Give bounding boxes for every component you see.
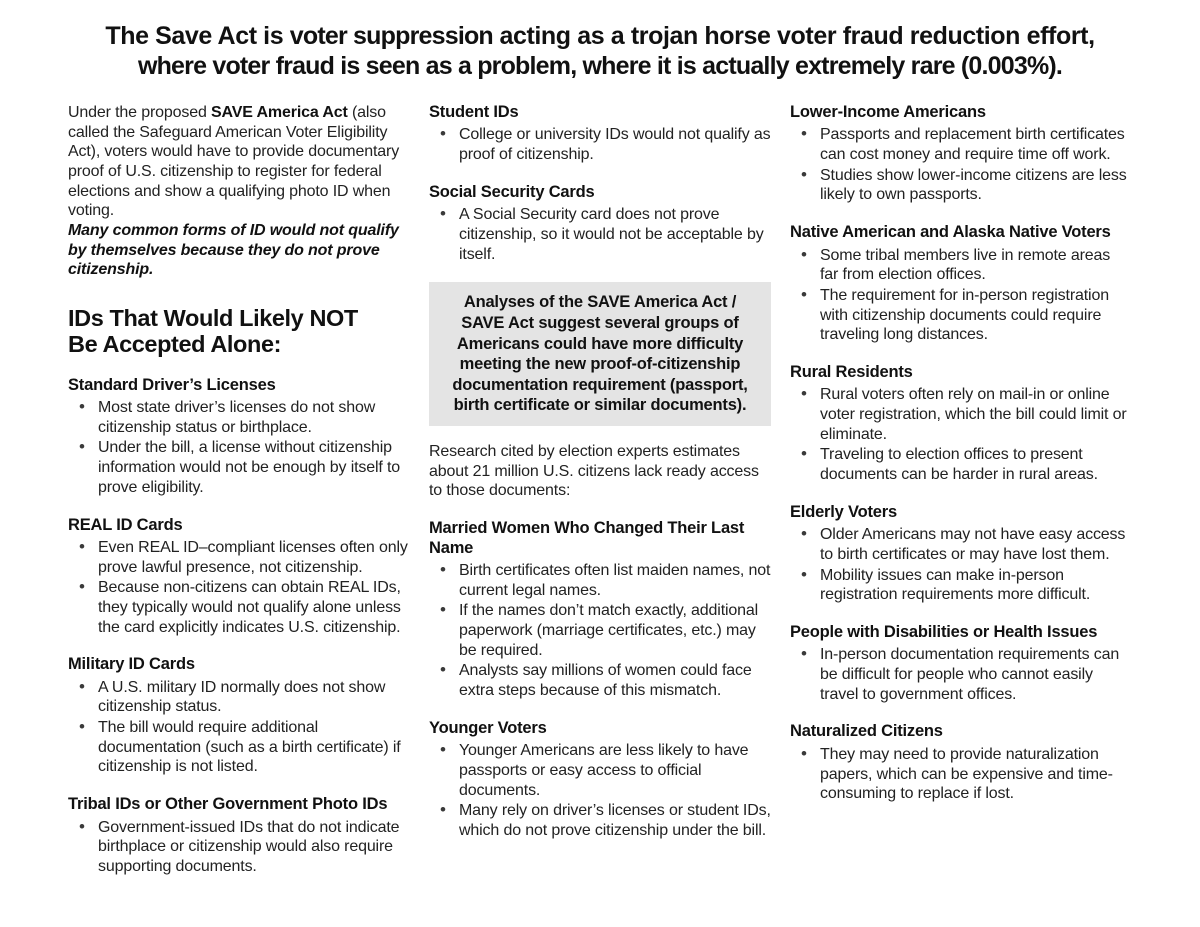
section-heading: Younger Voters	[429, 718, 547, 737]
section-heading: Military ID Cards	[68, 655, 195, 674]
bullet-list	[429, 561, 771, 701]
column-left	[68, 103, 410, 878]
section-heading: Married Women Who Changed Their Last Name	[429, 519, 745, 557]
bullet-list	[68, 398, 410, 497]
bullet-item: • If the names don’t match exactly, additional paperwork (marriage certificates, etc.) may be required.	[459, 601, 771, 660]
section-heading: Social Security Cards	[429, 182, 595, 201]
bullet-item: • Passports and replacement birth certificates can cost money and require time off work.	[820, 125, 1132, 164]
section	[429, 183, 771, 264]
section	[68, 516, 410, 638]
bullet-item: • Younger Americans are less likely to have passports or easy access to official documents.	[459, 741, 771, 800]
section-heading: Tribal IDs or Other Government Photo IDs	[68, 795, 388, 814]
middle-sections-bottom	[429, 519, 771, 840]
bullet-list	[790, 645, 1132, 704]
bullet-item: • A U.S. military ID normally does not show citizenship status.	[98, 678, 410, 717]
bullet-item: • Government-issued IDs that do not indicate birthplace or citizenship would also require supporting documents.	[98, 818, 410, 877]
title-line-1-prefix: The Save Act is	[105, 22, 290, 50]
intro-text-1: Under the proposed	[68, 104, 212, 121]
intro-act-name: SAVE America Act	[211, 104, 348, 121]
bullet-list	[68, 818, 410, 877]
section	[790, 223, 1132, 345]
section	[68, 795, 410, 876]
bullet-list	[429, 205, 771, 264]
title-line-2: where voter fraud is seen as a problem, where it is actually extremely rare (0.003%).	[137, 51, 1063, 80]
section-heading: Native American and Alaska Native Voters	[790, 223, 1111, 242]
bullet-item: • Rural voters often rely on mail-in or online voter registration, which the bill could limit or eliminate.	[820, 385, 1132, 444]
column-middle	[429, 103, 771, 842]
section-group-heading: IDs That Would Likely NOT Be Accepted Alone:	[68, 305, 358, 358]
bullet-list	[790, 385, 1132, 484]
bullet-item: • Most state driver’s licenses do not show citizenship status or birthplace.	[98, 398, 410, 437]
section	[429, 103, 771, 165]
title-line-1-emphasis: voter suppression	[289, 22, 493, 50]
bullet-list	[790, 745, 1132, 804]
section-heading: Elderly Voters	[790, 502, 897, 521]
intro-emphasis: Many common forms of ID would not qualify by themselves because they do not prove citizenship.	[68, 222, 399, 279]
section	[790, 503, 1132, 605]
section	[790, 722, 1132, 803]
callout-box: Analyses of the SAVE America Act / SAVE Act suggest several groups of Americans could have more difficulty meeting the new proof-of-citizenship documentation requirement (passport, birth certificate or similar documents).	[429, 282, 771, 426]
bullet-item: • Traveling to election offices to present documents can be harder in rural areas.	[820, 445, 1132, 484]
bullet-item: • They may need to provide naturalization papers, which can be expensive and time-consuming to replace if lost.	[820, 745, 1132, 804]
bullet-item: • The requirement for in-person registration with citizenship documents could require traveling long distances.	[820, 286, 1132, 345]
right-sections	[790, 103, 1132, 804]
bullet-list	[790, 246, 1132, 345]
bullet-item: • College or university IDs would not qualify as proof of citizenship.	[459, 125, 771, 164]
section-heading: Naturalized Citizens	[790, 722, 943, 741]
section	[68, 376, 410, 498]
bullet-item: • Even REAL ID–compliant licenses often only prove lawful presence, not citizenship.	[98, 538, 410, 577]
bullet-list	[790, 525, 1132, 605]
bullet-item: • Studies show lower-income citizens are less likely to own passports.	[820, 166, 1132, 205]
middle-sections-top	[429, 103, 771, 264]
intro-paragraph	[68, 103, 410, 280]
column-right	[790, 103, 1132, 805]
section-heading: Rural Residents	[790, 362, 913, 381]
section	[429, 519, 771, 701]
intro-text-2: (also called the Safeguard American Voter Eligibility Act), voters would have to provide documentary proof of U.S. citizenship to register for federal elections and show a qualifying photo ID when voting.	[68, 104, 400, 220]
bullet-list	[790, 125, 1132, 205]
section	[429, 719, 771, 841]
bullet-item: • A Social Security card does not prove citizenship, so it would not be acceptable by itself.	[459, 205, 771, 264]
bullet-item: • The bill would require additional documentation (such as a birth certificate) if citizenship is not listed.	[98, 718, 410, 777]
bullet-item: • Because non-citizens can obtain REAL IDs, they typically would not qualify alone unless the card explicitly indicates U.S. citizenship.	[98, 578, 410, 637]
bullet-item: • Under the bill, a license without citizenship information would not be enough by itself to prove eligibility.	[98, 438, 410, 497]
section-heading: REAL ID Cards	[68, 515, 183, 534]
bullet-list	[429, 125, 771, 164]
section	[790, 623, 1132, 704]
bullet-item: • Older Americans may not have easy access to birth certificates or may have lost them.	[820, 525, 1132, 564]
bullet-item: • Some tribal members live in remote areas far from election offices.	[820, 246, 1132, 285]
section	[68, 655, 410, 777]
section-heading: Student IDs	[429, 103, 519, 121]
bullet-list	[68, 678, 410, 777]
left-sections	[68, 376, 410, 877]
section-heading: Standard Driver’s Licenses	[68, 375, 276, 394]
section-heading: People with Disabilities or Health Issues	[790, 622, 1098, 641]
bullet-item: • Birth certificates often list maiden names, not current legal names.	[459, 561, 771, 600]
bullet-item: • Many rely on driver’s licenses or student IDs, which do not prove citizenship under the bill.	[459, 801, 771, 840]
page-title	[68, 22, 1132, 81]
section-heading: Lower-Income Americans	[790, 103, 986, 121]
bullet-list	[68, 538, 410, 637]
bullet-item: • In-person documentation requirements can be difficult for people who cannot easily travel to government offices.	[820, 645, 1132, 704]
section	[790, 363, 1132, 485]
research-note: Research cited by election experts estimates about 21 million U.S. citizens lack ready access to those documents:	[429, 443, 759, 500]
columns-container	[68, 103, 1132, 878]
title-line-1	[68, 22, 1132, 52]
bullet-list	[429, 741, 771, 840]
bullet-item: • Analysts say millions of women could face extra steps because of this mismatch.	[459, 661, 771, 700]
title-line-1-suffix: acting as a trojan horse voter fraud reduction effort,	[492, 22, 1095, 50]
bullet-item: • Mobility issues can make in-person registration requirements more difficult.	[820, 566, 1132, 605]
section	[790, 103, 1132, 205]
